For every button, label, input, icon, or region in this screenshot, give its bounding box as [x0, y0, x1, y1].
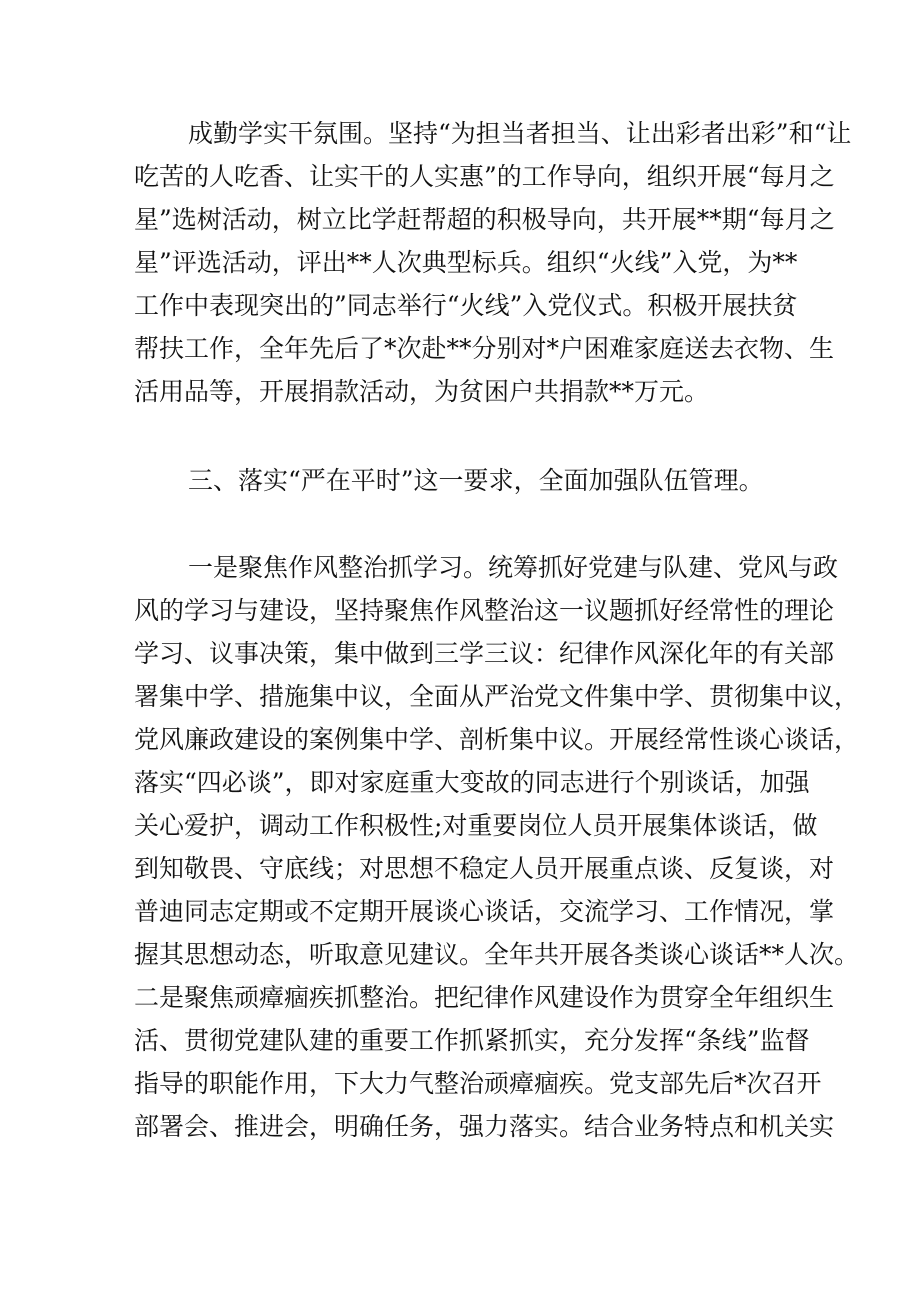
- paragraph-line: 普迪同志定期或不定期开展谈心谈话，交流学习、工作情况，掌: [134, 897, 835, 926]
- section-heading-text: 三、落实“严在平时”这一要求，全面加强队伍管理。: [188, 466, 764, 495]
- paragraph-line: 风的学习与建设，坚持聚焦作风整治这一议题抓好经常性的理论: [134, 596, 835, 625]
- paragraph-1: [134, 112, 852, 413]
- paragraph-line: 星”选树活动，树立比学赶帮超的积极导向，共开展**期“每月之: [134, 205, 835, 234]
- paragraph-line: 关心爱护，调动工作积极性;对重要岗位人员开展集体谈话，做: [134, 811, 818, 840]
- paragraph-line: 帮扶工作，全年先后了*次赴**分别对*户困难家庭送去衣物、生: [134, 334, 835, 363]
- paragraph-line: 一是聚焦作风整治抓学习。统筹抓好党建与队建、党风与政: [188, 553, 839, 582]
- paragraph-line: 党风廉政建设的案例集中学、剖析集中议。开展经常性谈心谈话，: [134, 725, 860, 754]
- paragraph-line: 部署会、推进会，明确任务，强力落实。结合业务特点和机关实: [134, 1112, 835, 1141]
- paragraph-line: 落实“四必谈”，即对家庭重大变故的同志进行个别谈话，加强: [134, 768, 810, 797]
- paragraph-line: 活、贯彻党建队建的重要工作抓紧抓实，充分发挥“条线”监督: [134, 1026, 810, 1055]
- paragraph-line: 到知敬畏、守底线；对思想不稳定人员开展重点谈、反复谈，对: [134, 854, 835, 883]
- paragraph-line: 工作中表现突出的”同志举行“火线”入党仪式。积极开展扶贫: [134, 291, 798, 320]
- paragraph-line: 指导的职能作用，下大力气整治顽瘴痼疾。党支部先后*次召开: [134, 1069, 822, 1098]
- paragraph-line: 学习、议事决策，集中做到三学三议：纪律作风深化年的有关部: [134, 639, 835, 668]
- paragraph-line: 吃苦的人吃香、让实干的人实惠”的工作导向，组织开展“每月之: [134, 162, 835, 191]
- paragraph-line: 星”评选活动，评出**人次典型标兵。组织“火线”入党，为**: [134, 248, 798, 277]
- paragraph-line: 二是聚焦顽瘴痼疾抓整治。把纪律作风建设作为贯穿全年组织生: [134, 983, 835, 1012]
- paragraph-line: 活用品等，开展捐款活动，为贫困户共捐款**万元。: [134, 377, 710, 406]
- paragraph-line: 握其思想动态，听取意见建议。全年共开展各类谈心谈话**人次。: [134, 940, 860, 969]
- section-heading: [134, 459, 794, 502]
- paragraph-line: 成勤学实干氛围。坚持“为担当者担当、让出彩者出彩”和“让: [188, 119, 852, 148]
- paragraph-line: 署集中学、措施集中议，全面从严治党文件集中学、贯彻集中议，: [134, 682, 860, 711]
- paragraph-2: [134, 546, 860, 1148]
